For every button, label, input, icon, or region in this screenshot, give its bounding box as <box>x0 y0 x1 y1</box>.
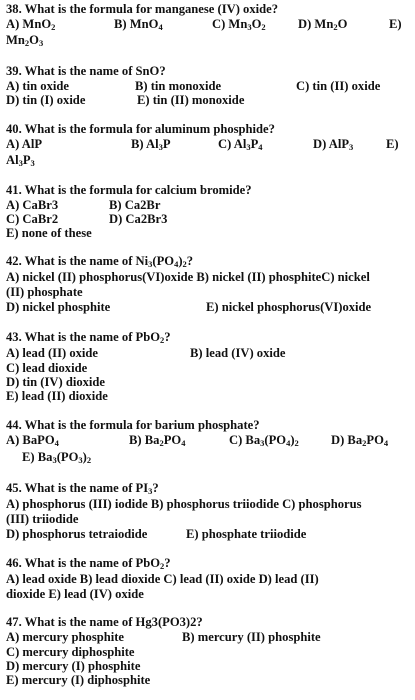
option-39-e[interactable]: E) tin (II) monoxide <box>137 93 245 107</box>
options-46-line1[interactable]: A) lead oxide B) lead dioxide C) lead (II) oxide D) lead (II) <box>6 572 319 586</box>
option-38-a[interactable]: A) MnO$_2$ <box>6 17 56 32</box>
option-40-e[interactable]: $Al_3P_3$ <box>6 153 35 168</box>
option-44-d[interactable]: D) $Ba_2PO_4$ <box>331 433 389 448</box>
option-44-e[interactable]: E) $Ba_3(PO_3)_2$ <box>22 450 92 465</box>
options-45-line2[interactable]: (III) triiodide <box>6 512 79 526</box>
options-42-line1[interactable]: A) nickel (II) phosphorus(VI)oxide B) nickel (II) phosphiteC) nickel <box>6 270 370 284</box>
option-47-b[interactable]: B) mercury (II) phosphite <box>182 630 321 644</box>
option-43-a[interactable]: A) lead (II) oxide <box>6 346 98 360</box>
question-46: 46. What is the name of PbO$_2$? <box>6 556 171 571</box>
option-38-e-label[interactable]: E) <box>389 17 402 31</box>
option-42-d[interactable]: D) nickel phosphite <box>6 300 111 314</box>
option-39-d[interactable]: D) tin (I) oxide <box>6 93 86 107</box>
option-47-e[interactable]: E) mercury (I) diphosphite <box>6 673 151 687</box>
option-45-e[interactable]: E) phosphate triiodide <box>186 527 307 541</box>
option-39-b[interactable]: B) tin monoxide <box>135 79 222 93</box>
option-41-b[interactable]: B) Ca2Br <box>109 198 161 212</box>
options-46-line2[interactable]: dioxide E) lead (IV) oxide <box>6 587 144 601</box>
question-41: 41. What is the formula for calcium bromide? <box>6 183 252 197</box>
question-44: 44. What is the formula for barium phosphate? <box>6 418 260 432</box>
option-41-a[interactable]: A) CaBr3 <box>6 198 59 212</box>
option-47-a[interactable]: A) mercury phosphite <box>6 630 125 644</box>
option-44-a[interactable]: A) BaPO$_4$ <box>6 433 59 448</box>
option-43-d[interactable]: D) tin (IV) dioxide <box>6 375 106 389</box>
question-39: 39. What is the name of SnO? <box>6 64 166 78</box>
option-39-a[interactable]: A) tin oxide <box>6 79 69 93</box>
option-43-c[interactable]: C) lead dioxide <box>6 361 88 375</box>
question-42: 42. What is the name of $Ni_3(PO_4)_2$? <box>6 254 194 269</box>
option-44-c[interactable]: C) $Ba_3(PO_4)_2$ <box>229 433 299 448</box>
option-39-c[interactable]: C) tin (II) oxide <box>296 79 381 93</box>
option-44-b[interactable]: B) $Ba_2PO_4$ <box>129 433 186 448</box>
question-45: 45. What is the name of $PI_3$? <box>6 481 159 496</box>
option-47-d[interactable]: D) mercury (I) phosphite <box>6 659 141 673</box>
option-40-e-label[interactable]: E) <box>386 137 399 151</box>
question-43: 43. What is the name of PbO$_2$? <box>6 330 171 345</box>
option-41-d[interactable]: D) Ca2Br3 <box>109 212 168 226</box>
option-42-e[interactable]: E) nickel phosphorus(VI)oxide <box>206 300 372 314</box>
option-43-e[interactable]: E) lead (II) dioxide <box>6 389 108 403</box>
option-38-d[interactable]: D) $Mn_2O$ <box>298 17 348 32</box>
option-47-c[interactable]: C) mercury diphosphite <box>6 645 135 659</box>
option-41-c[interactable]: C) CaBr2 <box>6 212 59 226</box>
question-38: 38. What is the formula for manganese (IV) oxide? <box>6 2 279 16</box>
option-38-c[interactable]: C) $Mn_3O_2$ <box>212 17 266 32</box>
option-40-c[interactable]: C) $Al_3P_4$ <box>218 137 263 152</box>
option-40-b[interactable]: B) $Al_3P$ <box>131 137 171 152</box>
option-45-d[interactable]: D) phosphorus tetraiodide <box>6 527 148 541</box>
options-45-line1[interactable]: A) phosphorus (III) iodide B) phosphorus triiodide C) phosphorus <box>6 497 362 511</box>
option-40-a[interactable]: A) AlP <box>6 137 43 151</box>
option-38-b[interactable]: B) MnO$_4$ <box>114 17 163 32</box>
option-43-b[interactable]: B) lead (IV) oxide <box>190 346 286 360</box>
option-38-e[interactable]: $Mn_2O_3$ <box>6 33 44 48</box>
options-42-line2[interactable]: (II) phosphate <box>6 285 83 299</box>
option-41-e[interactable]: E) none of these <box>6 226 92 240</box>
question-47: 47. What is the name of Hg3(PO3)2? <box>6 615 203 629</box>
question-40: 40. What is the formula for aluminum phosphide? <box>6 122 275 136</box>
option-40-d[interactable]: D) AlP$_3$ <box>313 137 354 152</box>
